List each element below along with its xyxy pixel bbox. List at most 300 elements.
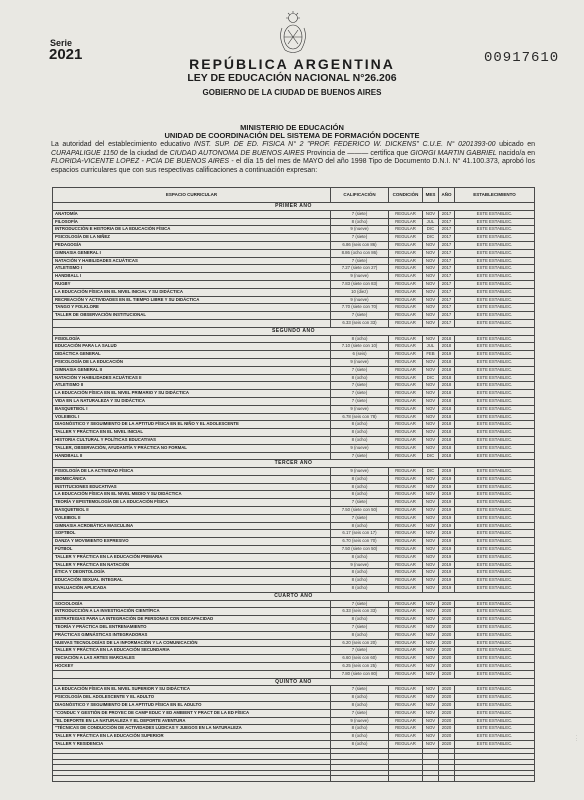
institution-cell: ESTE ESTABLEC.	[455, 335, 535, 343]
month-cell: NOV	[423, 499, 439, 507]
table-row	[53, 374, 535, 382]
condition-cell: REGULAR	[389, 647, 423, 655]
grade-cell: 8 (ocho)	[331, 616, 389, 624]
condition-cell: REGULAR	[389, 319, 423, 327]
grade-cell: 7 (siete)	[331, 312, 389, 320]
grade-cell: 8 (ocho)	[331, 585, 389, 593]
certificate-text-part: de la ciudad de	[117, 149, 170, 157]
subject-cell: PSICOLOGÍA DE LA EDUCACIÓN	[53, 358, 331, 366]
institution-cell: ESTE ESTABLEC.	[455, 631, 535, 639]
table-row	[53, 631, 535, 639]
institution-cell: ESTE ESTABLEC.	[455, 483, 535, 491]
header-institution: ESTABLECIMIENTO	[455, 188, 535, 203]
grade-cell: 8 (ocho)	[331, 631, 389, 639]
subject-cell: BASQUETBOL II	[53, 507, 331, 515]
year-heading: QUINTO AÑO	[53, 678, 535, 686]
table-row	[53, 382, 535, 390]
condition-cell: REGULAR	[389, 304, 423, 312]
table-row	[53, 694, 535, 702]
subject-cell: TANGO Y FOLKLORE	[53, 304, 331, 312]
subject-cell: NATACIÓN Y HABILIDADES ACUÁTICAS II	[53, 374, 331, 382]
condition-cell: REGULAR	[389, 616, 423, 624]
subject-cell: TALLER, OBSERVACIÓN, AYUDANTÍA Y PRÁCTICA NO FORMAL	[53, 444, 331, 452]
table-row	[53, 655, 535, 663]
institution-cell: ESTE ESTABLEC.	[455, 257, 535, 265]
ministry-line: MINISTERIO DE EDUCACIÓN	[240, 123, 344, 132]
subject-cell: BIOMECÁNICA	[53, 475, 331, 483]
condition-cell: REGULAR	[389, 639, 423, 647]
institution-cell: ESTE ESTABLEC.	[455, 499, 535, 507]
table-row	[53, 553, 535, 561]
year-cell: 2020	[439, 624, 455, 632]
condition-cell: REGULAR	[389, 702, 423, 710]
institution-cell: ESTE ESTABLEC.	[455, 288, 535, 296]
year-cell: 2020	[439, 733, 455, 741]
birth-place: FLORIDA-VICENTE LOPEZ - PCIA DE BUENOS AIRES	[51, 158, 230, 166]
year-cell: 2020	[439, 694, 455, 702]
institution-cell: ESTE ESTABLEC.	[455, 304, 535, 312]
institution-city: CIUDAD AUTONOMA DE BUENOS AIRES	[169, 149, 305, 157]
subject-cell: BASQUETBOL I	[53, 405, 331, 413]
table-row	[53, 717, 535, 725]
grade-cell: 9 (nueve)	[331, 717, 389, 725]
subject-cell: GIMNASIA GENERAL I	[53, 249, 331, 257]
month-cell: NOV	[423, 405, 439, 413]
month-cell: NOV	[423, 522, 439, 530]
year-cell: 2020	[439, 608, 455, 616]
year-cell: 2017	[439, 296, 455, 304]
institution-cell: ESTE ESTABLEC.	[455, 585, 535, 593]
subject-cell: VOLEIBOL I	[53, 413, 331, 421]
month-cell: NOV	[423, 397, 439, 405]
year-cell: 2017	[439, 234, 455, 242]
republic-heading: REPÚBLICA ARGENTINA	[189, 56, 395, 72]
condition-cell: REGULAR	[389, 382, 423, 390]
month-cell: NOV	[423, 530, 439, 538]
month-cell: NOV	[423, 670, 439, 678]
year-cell: 2018	[439, 444, 455, 452]
institution-cell: ESTE ESTABLEC.	[455, 405, 535, 413]
condition-cell: REGULAR	[389, 600, 423, 608]
condition-cell: REGULAR	[389, 608, 423, 616]
condition-cell: REGULAR	[389, 553, 423, 561]
grade-cell: 7.10 (siete con 10)	[331, 343, 389, 351]
subject-cell: PSICOLOGÍA DEL ADOLESCENTE Y EL ADULTO	[53, 694, 331, 702]
condition-cell: REGULAR	[389, 709, 423, 717]
year-cell: 2019	[439, 514, 455, 522]
year-cell: 2020	[439, 639, 455, 647]
table-row	[53, 577, 535, 585]
institution-cell: ESTE ESTABLEC.	[455, 273, 535, 281]
grades-body	[53, 203, 535, 782]
grade-cell: 6.33 (seis con 33)	[331, 319, 389, 327]
month-cell: NOV	[423, 569, 439, 577]
year-cell: 2018	[439, 436, 455, 444]
subject-cell: ÉTICA Y DEONTOLOGÍA	[53, 569, 331, 577]
condition-cell: REGULAR	[389, 390, 423, 398]
subject-cell: "CONDUC Y GESTIÓN DE PROYEC DE CAMP EDUC Y ED AMBIENT Y PRACT DE LA ED FÍSICA	[53, 709, 331, 717]
condition-cell: REGULAR	[389, 249, 423, 257]
month-cell: NOV	[423, 663, 439, 671]
year-cell: 2017	[439, 304, 455, 312]
month-cell: DIC	[423, 234, 439, 242]
month-cell: NOV	[423, 709, 439, 717]
year-cell: 2020	[439, 740, 455, 748]
condition-cell: REGULAR	[389, 491, 423, 499]
year-cell: 2019	[439, 475, 455, 483]
institution-cell: ESTE ESTABLEC.	[455, 522, 535, 530]
year-cell: 2018	[439, 374, 455, 382]
grade-cell: 8 (ocho)	[331, 733, 389, 741]
month-cell: NOV	[423, 429, 439, 437]
table-row	[53, 405, 535, 413]
institution-cell: ESTE ESTABLEC.	[455, 616, 535, 624]
grade-cell: 7 (siete)	[331, 257, 389, 265]
subject-cell: ANATOMÍA	[53, 210, 331, 218]
grade-cell: 6 (seis)	[331, 351, 389, 359]
grade-cell: 8 (ocho)	[331, 335, 389, 343]
serie-year: 2021	[49, 46, 83, 63]
subject-cell: DIAGNÓSTICO Y SEGUIMIENTO DE LA APTITUD FÍSICA EN EL NIÑO Y EL ADOLESCENTE	[53, 421, 331, 429]
table-row	[53, 296, 535, 304]
institution-cell: ESTE ESTABLEC.	[455, 655, 535, 663]
grade-cell: 6.78 (seis con 78)	[331, 413, 389, 421]
condition-cell: REGULAR	[389, 686, 423, 694]
grade-cell: 8 (ocho)	[331, 725, 389, 733]
institution-cell: ESTE ESTABLEC.	[455, 366, 535, 374]
institution-cell: ESTE ESTABLEC.	[455, 358, 535, 366]
month-cell: NOV	[423, 647, 439, 655]
table-row	[53, 569, 535, 577]
month-cell: NOV	[423, 585, 439, 593]
certificate-text-part: La autoridad del establecimiento educativo	[51, 141, 194, 148]
condition-cell: REGULAR	[389, 655, 423, 663]
month-cell: JUL	[423, 218, 439, 226]
year-cell: 2019	[439, 553, 455, 561]
certificate-text	[51, 141, 535, 175]
condition-cell: REGULAR	[389, 670, 423, 678]
month-cell: NOV	[423, 553, 439, 561]
subject-cell: SOFTBOL	[53, 530, 331, 538]
institution-cell: ESTE ESTABLEC.	[455, 296, 535, 304]
blank-cell	[389, 776, 423, 782]
header-month: MES	[423, 188, 439, 203]
month-cell: NOV	[423, 639, 439, 647]
subject-cell: PRÁCTICAS GIMNÁSTICAS INTEGRADORAS	[53, 631, 331, 639]
year-cell: 2017	[439, 265, 455, 273]
institution-cell: ESTE ESTABLEC.	[455, 600, 535, 608]
year-cell: 2017	[439, 319, 455, 327]
subject-cell: "TÉCNICAS DE CONDUCCIÓN DE ACTIVIDADES LÚDICAS Y JUEGOS EN LA NATURALEZA	[53, 725, 331, 733]
grade-cell: 8 (ocho)	[331, 421, 389, 429]
subject-cell: TALLER DE OBSERVACIÓN INSTITUCIONAL	[53, 312, 331, 320]
subject-cell: SOCIOLOGÍA	[53, 600, 331, 608]
condition-cell: REGULAR	[389, 483, 423, 491]
subject-cell: VOLEIBOL II	[53, 514, 331, 522]
condition-cell: REGULAR	[389, 312, 423, 320]
institution-cell: ESTE ESTABLEC.	[455, 686, 535, 694]
month-cell: NOV	[423, 319, 439, 327]
subject-cell: TALLER Y PRÁCTICA EN LA EDUCACIÓN SECUNDARIA	[53, 647, 331, 655]
table-row	[53, 530, 535, 538]
condition-cell: REGULAR	[389, 405, 423, 413]
year-cell: 2019	[439, 468, 455, 476]
condition-cell: REGULAR	[389, 663, 423, 671]
table-row	[53, 483, 535, 491]
institution-cell: ESTE ESTABLEC.	[455, 538, 535, 546]
year-heading: CUARTO AÑO	[53, 592, 535, 600]
year-cell: 2020	[439, 670, 455, 678]
institution-cell: ESTE ESTABLEC.	[455, 647, 535, 655]
table-row	[53, 234, 535, 242]
institution-cell: ESTE ESTABLEC.	[455, 733, 535, 741]
year-cell: 2019	[439, 546, 455, 554]
year-cell: 2018	[439, 382, 455, 390]
institution-cell: ESTE ESTABLEC.	[455, 452, 535, 460]
table-row	[53, 218, 535, 226]
institution-cell: ESTE ESTABLEC.	[455, 241, 535, 249]
condition-cell: REGULAR	[389, 366, 423, 374]
institution-cell: ESTE ESTABLEC.	[455, 343, 535, 351]
month-cell: NOV	[423, 390, 439, 398]
blank-cell	[439, 776, 455, 782]
institution-cell: ESTE ESTABLEC.	[455, 740, 535, 748]
subject-cell: GIMNASIA ACROBÁTICA MASCULINA	[53, 522, 331, 530]
year-cell: 2018	[439, 421, 455, 429]
month-cell: DIC	[423, 468, 439, 476]
table-row	[53, 273, 535, 281]
month-cell: NOV	[423, 312, 439, 320]
condition-cell: REGULAR	[389, 241, 423, 249]
year-cell: 2018	[439, 335, 455, 343]
table-row	[53, 210, 535, 218]
grade-cell: 8 (ocho)	[331, 522, 389, 530]
year-cell: 2017	[439, 249, 455, 257]
month-cell: NOV	[423, 538, 439, 546]
year-cell: 2020	[439, 647, 455, 655]
table-row	[53, 608, 535, 616]
table-row	[53, 304, 535, 312]
subject-cell: NATACIÓN Y HABILIDADES ACUÁTICAS	[53, 257, 331, 265]
institution-cell: ESTE ESTABLEC.	[455, 413, 535, 421]
argentine-coat-of-arms-icon	[276, 10, 310, 56]
year-heading: TERCER AÑO	[53, 460, 535, 468]
subject-cell: LA EDUCACIÓN FÍSICA EN EL NIVEL SUPERIOR Y SU DIDÁCTICA	[53, 686, 331, 694]
grade-cell: 7.80 (siete con 80)	[331, 670, 389, 678]
grade-cell: 8.86 (ocho con 86)	[331, 249, 389, 257]
year-cell: 2019	[439, 351, 455, 359]
year-cell: 2017	[439, 280, 455, 288]
grade-cell: 10 (diez)	[331, 288, 389, 296]
grades-table	[52, 187, 535, 782]
year-cell: 2017	[439, 226, 455, 234]
month-cell: NOV	[423, 725, 439, 733]
month-cell: NOV	[423, 624, 439, 632]
month-cell: NOV	[423, 717, 439, 725]
table-row	[53, 702, 535, 710]
table-row	[53, 624, 535, 632]
grade-cell: 6.20 (seis con 20)	[331, 639, 389, 647]
year-cell: 2019	[439, 530, 455, 538]
grade-cell: 6.33 (seis con 33)	[331, 608, 389, 616]
year-heading: SEGUNDO AÑO	[53, 327, 535, 335]
table-row	[53, 561, 535, 569]
month-cell: NOV	[423, 608, 439, 616]
subject-cell: TALLER Y PRÁCTICA EN NATACIÓN	[53, 561, 331, 569]
condition-cell: REGULAR	[389, 296, 423, 304]
grade-cell: 7.70 (siete con 70)	[331, 304, 389, 312]
institution-cell: ESTE ESTABLEC.	[455, 436, 535, 444]
grade-cell: 6.70 (seis con 70)	[331, 538, 389, 546]
header-subject: ESPACIO CURRICULAR	[53, 188, 331, 203]
subject-cell: RECREACIÓN Y ACTIVIDADES EN EL TIEMPO LIBRE Y SU DIDÁCTICA	[53, 296, 331, 304]
subject-cell: LA EDUCACIÓN FÍSICA EN EL NIVEL MEDIO Y SU DIDÁCTICA	[53, 491, 331, 499]
year-cell: 2019	[439, 499, 455, 507]
government-heading: GOBIERNO DE LA CIUDAD DE BUENOS AIRES	[202, 88, 382, 97]
year-cell: 2019	[439, 585, 455, 593]
table-row	[53, 358, 535, 366]
serie-label: Serie	[50, 38, 73, 48]
grade-cell: 8 (ocho)	[331, 694, 389, 702]
grade-cell: 7 (siete)	[331, 452, 389, 460]
year-cell: 2020	[439, 655, 455, 663]
month-cell: NOV	[423, 694, 439, 702]
year-cell: 2020	[439, 663, 455, 671]
grade-cell: 8 (ocho)	[331, 702, 389, 710]
institution-cell: ESTE ESTABLEC.	[455, 218, 535, 226]
table-row	[53, 249, 535, 257]
institution-cell: ESTE ESTABLEC.	[455, 569, 535, 577]
grade-cell: 9 (nueve)	[331, 561, 389, 569]
subject-cell: HOCKEY	[53, 663, 331, 671]
serial-number: 00917610	[484, 50, 560, 66]
subject-cell: HANDBALL I	[53, 273, 331, 281]
subject-cell: EDUCACIÓN PARA LA SALUD	[53, 343, 331, 351]
condition-cell: REGULAR	[389, 421, 423, 429]
institution-cell: ESTE ESTABLEC.	[455, 725, 535, 733]
table-row	[53, 639, 535, 647]
year-cell: 2019	[439, 569, 455, 577]
month-cell: NOV	[423, 702, 439, 710]
year-cell: 2018	[439, 366, 455, 374]
condition-cell: REGULAR	[389, 280, 423, 288]
institution-cell: ESTE ESTABLEC.	[455, 561, 535, 569]
year-cell: 2019	[439, 483, 455, 491]
month-cell: NOV	[423, 514, 439, 522]
grade-cell: 8 (ocho)	[331, 553, 389, 561]
institution-cell: ESTE ESTABLEC.	[455, 382, 535, 390]
condition-cell: REGULAR	[389, 694, 423, 702]
condition-cell: REGULAR	[389, 273, 423, 281]
year-cell: 2018	[439, 405, 455, 413]
grade-cell: 7.50 (siete con 50)	[331, 546, 389, 554]
grade-cell: 8 (ocho)	[331, 429, 389, 437]
grade-cell: 7 (siete)	[331, 366, 389, 374]
unit-line: UNIDAD DE COORDINACIÓN DEL SISTEMA DE FORMACIÓN DOCENTE	[164, 131, 420, 140]
table-row	[53, 265, 535, 273]
grade-cell: 7 (siete)	[331, 624, 389, 632]
subject-cell: HISTORIA CULTURAL Y POLÍTICAS EDUCATIVAS	[53, 436, 331, 444]
month-cell: NOV	[423, 241, 439, 249]
year-cell: 2019	[439, 522, 455, 530]
condition-cell: REGULAR	[389, 561, 423, 569]
year-cell: 2020	[439, 600, 455, 608]
institution-cell: ESTE ESTABLEC.	[455, 709, 535, 717]
condition-cell: REGULAR	[389, 569, 423, 577]
grade-cell: 7 (siete)	[331, 600, 389, 608]
table-row	[53, 686, 535, 694]
subject-cell: RUGBY	[53, 280, 331, 288]
year-cell: 2019	[439, 491, 455, 499]
condition-cell: REGULAR	[389, 444, 423, 452]
table-row	[53, 280, 535, 288]
table-row	[53, 319, 535, 327]
subject-cell: PSICOLOGÍA DE LA NIÑEZ	[53, 234, 331, 242]
grade-cell: 8 (ocho)	[331, 475, 389, 483]
subject-cell: INSTITUCIONES EDUCATIVAS	[53, 483, 331, 491]
institution-cell: ESTE ESTABLEC.	[455, 553, 535, 561]
year-cell: 2018	[439, 390, 455, 398]
table-row	[53, 257, 535, 265]
month-cell: NOV	[423, 475, 439, 483]
ministry-block	[0, 124, 584, 140]
institution-cell: ESTE ESTABLEC.	[455, 491, 535, 499]
grade-cell: 8 (ocho)	[331, 491, 389, 499]
condition-cell: REGULAR	[389, 234, 423, 242]
year-cell: 2019	[439, 507, 455, 515]
subject-cell: TALLER Y PRÁCTICA EN LA EDUCACIÓN SUPERIOR	[53, 733, 331, 741]
institution-name: INST. SUP. DE ED. FISICA N° 2 "PROF. FEDERICO W. DICKENS" C.U.E. N° 0201393-00	[193, 141, 496, 148]
institution-cell: ESTE ESTABLEC.	[455, 421, 535, 429]
certificate-text-part: Provincia de ——— certifica que	[304, 149, 411, 157]
year-cell: 2018	[439, 413, 455, 421]
condition-cell: REGULAR	[389, 218, 423, 226]
table-row	[53, 499, 535, 507]
table-row	[53, 413, 535, 421]
year-cell: 2020	[439, 616, 455, 624]
table-header-row	[53, 188, 535, 203]
institution-cell: ESTE ESTABLEC.	[455, 468, 535, 476]
institution-cell: ESTE ESTABLEC.	[455, 530, 535, 538]
year-cell: 2020	[439, 702, 455, 710]
year-cell: 2018	[439, 343, 455, 351]
institution-cell: ESTE ESTABLEC.	[455, 624, 535, 632]
condition-cell: REGULAR	[389, 429, 423, 437]
year-heading: PRIMER AÑO	[53, 203, 535, 211]
header-condition: CONDICIÓN	[389, 188, 423, 203]
condition-cell: REGULAR	[389, 631, 423, 639]
table-row	[53, 436, 535, 444]
month-cell: NOV	[423, 421, 439, 429]
year-heading-row	[53, 327, 535, 335]
year-cell: 2017	[439, 218, 455, 226]
table-row	[53, 288, 535, 296]
table-row	[53, 647, 535, 655]
year-cell: 2019	[439, 561, 455, 569]
student-name: GIORGI MARTIN GABRIEL	[410, 149, 497, 157]
institution-cell: ESTE ESTABLEC.	[455, 717, 535, 725]
institution-cell: ESTE ESTABLEC.	[455, 639, 535, 647]
grade-cell: 8 (ocho)	[331, 218, 389, 226]
institution-cell: ESTE ESTABLEC.	[455, 280, 535, 288]
month-cell: NOV	[423, 413, 439, 421]
table-row	[53, 390, 535, 398]
grade-cell: 7.50 (siete con 50)	[331, 507, 389, 515]
year-cell: 2017	[439, 288, 455, 296]
month-cell: NOV	[423, 358, 439, 366]
table-row	[53, 444, 535, 452]
month-cell: NOV	[423, 257, 439, 265]
